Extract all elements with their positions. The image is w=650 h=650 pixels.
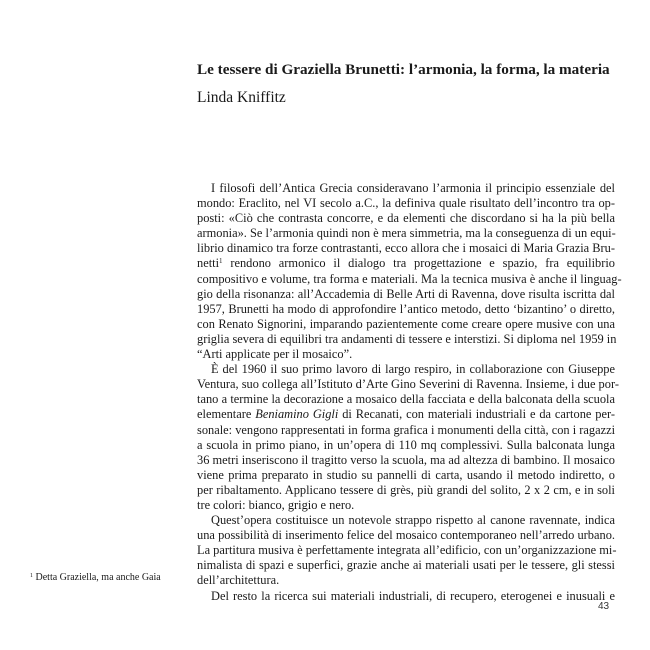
school-name-italic: Beniamino Gigli — [255, 407, 339, 422]
text-line: con Renato Signorini, imparando pazientemente come creare opere musive con una — [197, 316, 615, 331]
page-number: 43 — [598, 601, 610, 612]
paragraph-2 — [197, 362, 619, 513]
text-line: posti: «Ciò che contrasta concorre, e da elementi che discordano si ha la più bella — [197, 211, 615, 226]
text-line — [197, 407, 615, 422]
text-line: I filosofi dell’Antica Grecia consideravano l’armonia il principio essenziale del — [211, 181, 615, 195]
text-line: griglia severa di equilibri tra andamenti di tessere e interstizi. Si diploma nel 1959 in — [197, 331, 617, 346]
footnote — [30, 572, 161, 584]
text-run: elementare — [197, 407, 256, 422]
text-run: rendono armonico il dialogo tra progettazione e spazio, fra equilibrio — [222, 256, 615, 271]
text-line: per ribaltamento. Applicano tessere di grès, più grandi del solito, 2 x 2 cm, e in soli — [197, 482, 615, 497]
text-line: “Arti applicate per il mosaico”. — [197, 347, 353, 362]
text-line: una possibilità di inserimento felice del mosaico contemporaneo nell’arredo urbano. — [197, 528, 615, 543]
footnote-marker: 1 — [30, 573, 33, 579]
text-line: 1957, Brunetti ha modo di approfondire l’antico metodo, detto ‘bizantino’ o diretto, — [197, 301, 615, 316]
text-line: gio della risonanza: all’Accademia di Belle Arti di Ravenna, dove risulta iscritta dal — [197, 286, 615, 301]
text-line: librio dinamico tra forze contrastanti, ecco allora che i mosaici di Maria Grazia Bru- — [197, 241, 615, 256]
text-line: nimalista di spazi e superfici, grazie anche ai materiali usati per le tessere, gli stessi — [197, 558, 615, 573]
article-title: Le tessere di Graziella Brunetti: l’armonia, la forma, la materia — [197, 61, 610, 78]
text-run: netti — [197, 256, 220, 271]
text-line: viene prima preparato in studio su pannelli di carta, usando il metodo indiretto, o — [197, 467, 615, 482]
article-body — [197, 181, 622, 604]
text-line: È del 1960 il suo primo lavoro di largo respiro, in collaborazione con Giuseppe — [211, 362, 615, 377]
text-line: sonale: vengono rappresentati in forma grafica i monumenti della città, con i ragazzi — [197, 422, 616, 437]
paragraph-4 — [197, 589, 615, 604]
footnote-reference: 1 — [219, 257, 223, 266]
paragraph-1 — [197, 181, 622, 362]
text-line: dell’architettura. — [197, 573, 280, 588]
footnote-text: Detta Graziella, ma anche Gaia — [33, 572, 161, 583]
text-line — [197, 256, 615, 271]
text-line: La partitura musiva è perfettamente integrata all’edificio, con un’organizzazione mi- — [197, 543, 617, 558]
text-line: compositivo e volume, tra forma e materiali. Ma la tecnica musiva è anche il linguag- — [197, 271, 622, 286]
text-line: tre colori: bianco, grigio e nero. — [197, 497, 355, 512]
text-run: di Recanati, con materiali industriali e da cartone per- — [338, 407, 615, 422]
text-line: Del resto la ricerca sui materiali industriali, di recupero, eterogenei e inusuali e — [211, 588, 615, 603]
article-author: Linda Kniffitz — [197, 89, 286, 106]
text-line: Ventura, suo collega all’Istituto d’Arte Gino Severini di Ravenna. Insieme, i due por- — [197, 377, 619, 392]
text-line: armonia». Se l’armonia quindi non è mera simmetria, ma la conseguenza di un equi- — [197, 226, 616, 241]
text-line: a scuola in primo piano, in un’opera di 110 mq complessivi. Sulla balconata lunga — [197, 437, 615, 452]
text-line: 36 metri inseriscono il tragitto verso la scuola, ma ad altezza di bambino. Il mosaico — [197, 452, 615, 467]
paragraph-3 — [197, 513, 615, 588]
text-line: tano a termine la decorazione a mosaico della facciata e della balconata della scuola — [197, 392, 615, 407]
text-line: Quest’opera costituisce un notevole strappo rispetto al canone ravennate, indica — [211, 513, 615, 528]
text-line: mondo: Eraclito, nel VI secolo a.C., la definiva quale risultato dell’incontro tra op- — [197, 196, 615, 211]
